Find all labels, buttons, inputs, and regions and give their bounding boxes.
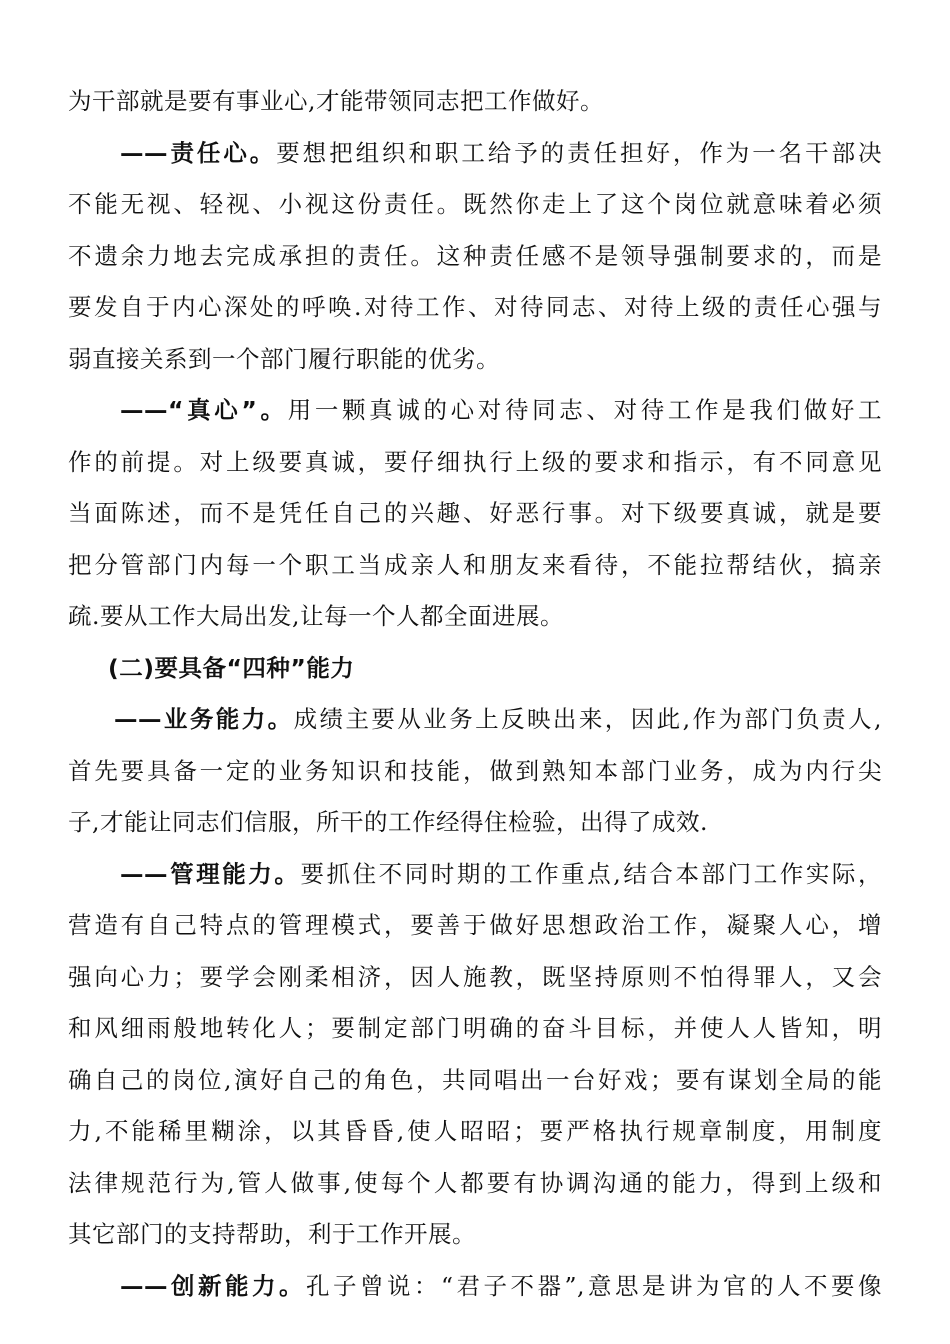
paragraph-sincerity-line-1 (68, 385, 882, 437)
paragraph-management-line-5: 确自己的岗位,演好自己的角色，共同唱出一台好戏；要有谋划全局的能 (68, 1065, 882, 1094)
lead-responsibility: ——责任心。 (120, 138, 277, 167)
paragraph-business-line-2: 首先要具备一定的业务知识和技能，做到熟知本部门业务，成为内行尖 (68, 756, 882, 785)
paragraph-sincerity-line-4: 把分管部门内每一个职工当成亲人和朋友来看待，不能拉帮结伙，搞亲 (68, 550, 882, 579)
paragraph-management-line-6: 力,不能稀里糊涂，以其昏昏,使人昭昭；要严格执行规章制度，用制度 (68, 1117, 882, 1145)
paragraph-management-line-3: 强向心力；要学会刚柔相济，因人施教，既坚持原则不怕得罪人，又会 (68, 962, 882, 991)
lead-management-ability: ——管理能力。 (120, 859, 301, 888)
paragraph-innovation-line-1 (68, 1261, 882, 1313)
paragraph-responsibility-line-1 (68, 128, 882, 180)
paragraph-management-line-1 (68, 849, 882, 901)
paragraph-management-line-8: 其它部门的支持帮助，利于工作开展。 (68, 1220, 476, 1248)
paragraph-continuation-line: 为干部就是要有事业心,才能带领同志把工作做好。 (68, 87, 604, 115)
paragraph-sincerity-text-1: 用一颗真诚的心对待同志、对待工作是我们做好工 (287, 396, 883, 424)
paragraph-management-text-1: 要抓住不同时期的工作重点,结合本部门工作实际， (300, 859, 882, 888)
paragraph-responsibility-line-5: 弱直接关系到一个部门履行职能的优劣。 (68, 344, 500, 373)
paragraph-sincerity-line-5: 疏.要从工作大局出发,让每一个人都全面进展。 (68, 602, 564, 630)
paragraph-responsibility-line-2: 不能无视、轻视、小视这份责任。既然你走上了这个岗位就意味着必须 (68, 190, 882, 218)
paragraph-management-line-4: 和风细雨般地转化人；要制定部门明确的奋斗目标，并使人人皆知，明 (68, 1014, 882, 1042)
paragraph-sincerity-line-2: 作的前提。对上级要真诚，要仔细执行上级的要求和指示，有不同意见 (68, 447, 882, 476)
paragraph-business-text-1: 成绩主要从业务上反映出来，因此,作为部门负责人, (293, 705, 882, 733)
lead-business-ability: ——业务能力。 (114, 705, 294, 733)
section-heading: (二)要具备“四种”能力 (108, 653, 355, 682)
paragraph-innovation-text-1: 孔子曾说：“君子不器”,意思是讲为官的人不要像 (306, 1271, 882, 1300)
paragraph-responsibility-line-4: 要发自于内心深处的呼唤.对待工作、对待同志、对待上级的责任心强与 (68, 293, 882, 321)
paragraph-responsibility-line-3: 不遗余力地去完成承担的责任。这种责任感不是领导强制要求的，而是 (68, 241, 882, 270)
lead-innovation-ability: ——创新能力。 (120, 1271, 306, 1300)
paragraph-management-line-2: 营造有自己特点的管理模式，要善于做好思想政治工作，凝聚人心，增 (68, 911, 882, 939)
paragraph-business-line-3: 子,才能让同志们信服，所干的工作经得住检验，出得了成效. (68, 808, 708, 836)
paragraph-business-line-1 (68, 694, 882, 746)
paragraph-sincerity-line-3: 当面陈述，而不是凭任自己的兴趣、好恶行事。对下级要真诚，就是要 (68, 499, 882, 527)
paragraph-responsibility-text-1: 要想把组织和职工给予的责任担好，作为一名干部决 (276, 138, 883, 167)
paragraph-management-line-7: 法律规范行为,管人做事,使每个人都要有协调沟通的能力，得到上级和 (68, 1168, 882, 1197)
document-page (68, 76, 882, 1312)
lead-sincerity: ——“真心”。 (120, 396, 288, 424)
